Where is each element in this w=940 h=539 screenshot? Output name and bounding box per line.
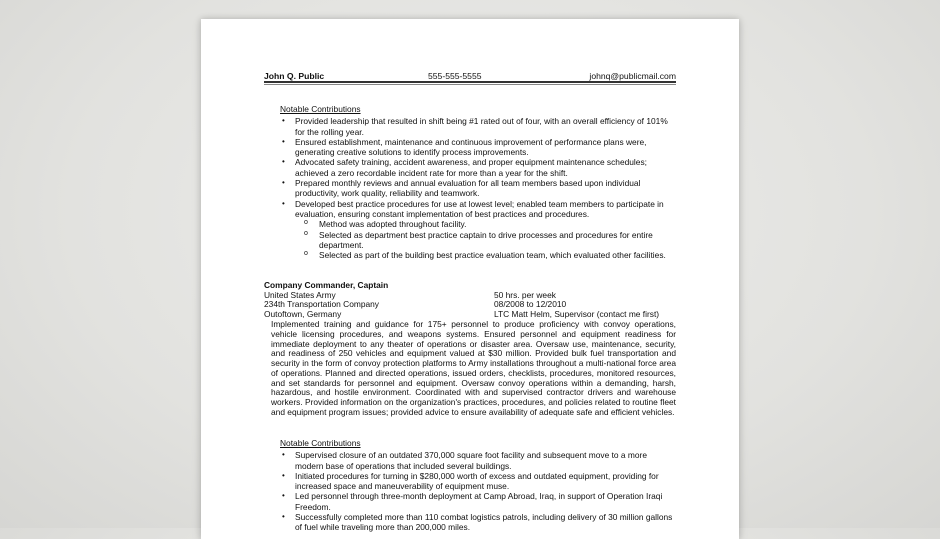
list-item-text: Developed best practice procedures for use at lowest level; enabled team members to participate in evaluation, ensuring constant implementation of best practices and procedures. — [295, 198, 664, 219]
sub-list-item: o Method was adopted throughout facility. — [319, 219, 676, 229]
contribution-list — [264, 450, 676, 532]
resume-page — [201, 19, 739, 539]
candidate-email: johnq@publicmail.com — [589, 71, 676, 81]
job-dates: 08/2008 to 12/2010 — [494, 299, 567, 310]
list-item: • Ensured establishment, maintenance and continuous improvement of performance plans were, generating creative solutions to identify process improvements. — [295, 137, 676, 158]
job-supervisor: LTC Matt Helm, Supervisor (contact me first) — [494, 308, 660, 319]
list-item: • Successfully completed more than 110 combat logistics patrols, including delivery of 30 million gallons of fuel while traveling more than 200,000 miles. — [295, 512, 676, 533]
job-unit: 234th Transportation Company — [264, 299, 379, 310]
job-title: Company Commander, Captain — [264, 280, 389, 290]
list-item: • Supervised closure of an outdated 370,000 square foot facility and subsequent move to a more modern base of operations that included several buildings. — [295, 450, 676, 471]
sub-list-item: o Selected as department best practice captain to drive processes and procedures for entire department. — [319, 230, 676, 251]
header-rule — [264, 81, 676, 83]
notable-contributions-section-1 — [264, 104, 676, 260]
job-entry — [264, 281, 676, 417]
job-organization: United States Army — [264, 289, 336, 300]
job-location: Outoftown, Germany — [264, 308, 342, 319]
contribution-list — [264, 116, 676, 260]
notable-contributions-section-2 — [264, 438, 676, 533]
list-item: • Led personnel through three-month deployment at Camp Abroad, Iraq, in support of Operation Iraqi Freedom. — [295, 491, 676, 512]
list-item: • Initiated procedures for turning in $280,000 worth of excess and outdated equipment, providing for increased space and maneuverability of equipment muse. — [295, 471, 676, 492]
list-item — [295, 199, 676, 261]
job-hours: 50 hrs. per week — [494, 289, 556, 300]
job-description: Implemented training and guidance for 175+ personnel to produce proficiency with convoy operations, vehicle licensing procedures, and weapons systems. Ensured personnel and equipment readiness for immediate deployment to any theater of operations or disaster area. Oversaw use, maintenance, security, and readiness of 250 vehicles and equipment valued at $30 million. Provided bulk fuel transportation and security in the form of convoy protection platforms to Army installations throughout a multi-national force area of operations. Planned and directed operations, issued orders, checklists, procedures, monitored resources, and set standards for personnel and equipment. Oversaw convoy operations within a demanding, harsh, hazardous, and hostile environment. Coordinated with and supervised contractor drivers and warehouse workers. Provided information on the organization's practices, procedures, and policies related to routine fleet and equipment program issues; provided advice to ensure availability of adequate safe and efficient vehicles. — [271, 319, 676, 417]
sub-list-item: o Selected as part of the building best practice evaluation team, which evaluated other facilities. — [319, 250, 676, 260]
section-heading: Notable Contributions — [280, 438, 361, 448]
list-item: • Prepared monthly reviews and annual evaluation for all team members based upon individual productivity, work quality, reliability and teamwork. — [295, 178, 676, 199]
candidate-phone: 555-555-5555 — [428, 71, 482, 81]
candidate-name: John Q. Public — [264, 71, 325, 81]
list-item: • Provided leadership that resulted in shift being #1 rated out of four, with an overall efficiency of 101% for the rolling year. — [295, 116, 676, 137]
list-item: • Advocated safety training, accident awareness, and proper equipment maintenance schedules; achieved a zero recordable incident rate for more than a year for the shift. — [295, 157, 676, 178]
sub-list — [295, 219, 676, 260]
section-heading: Notable Contributions — [280, 104, 361, 114]
header-rule-thin — [264, 84, 676, 85]
